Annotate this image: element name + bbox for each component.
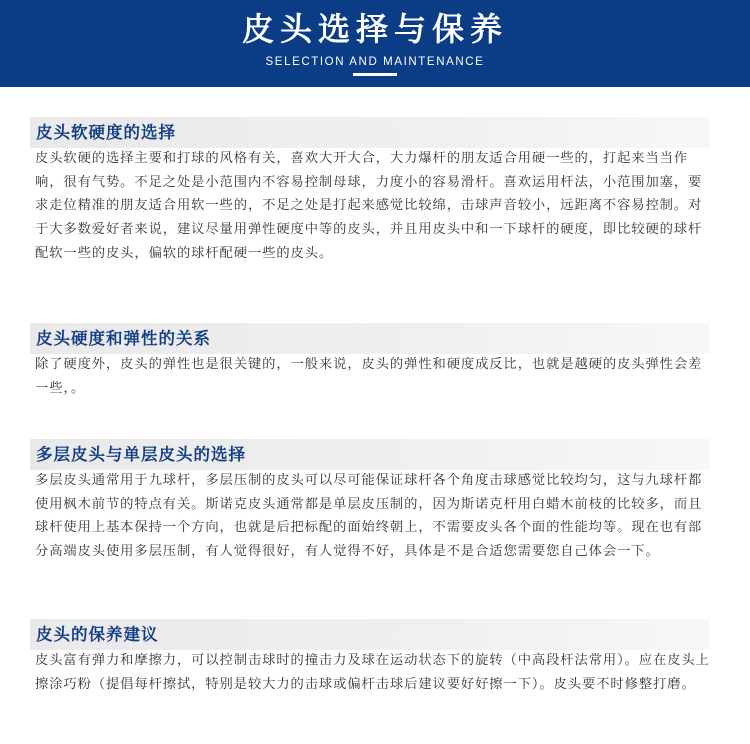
section-heading-bar <box>30 439 710 470</box>
section-title: 皮头的保养建议 <box>36 625 159 644</box>
section-title: 皮头硬度和弹性的关系 <box>36 329 211 348</box>
section-heading-bar <box>30 619 710 650</box>
section-title: 多层皮头与单层皮头的选择 <box>36 445 246 464</box>
section-title: 皮头软硬度的选择 <box>36 123 176 142</box>
page-title: 皮头选择与保养 <box>241 10 508 48</box>
section-body: 皮头软硬的选择主要和打球的风格有关，喜欢大开大合，大力爆杆的朋友适合用硬一些的，打起来当当作响，很有气势。不足之处是小范围内不容易控制母球，力度小的容易滑杆。喜欢运用杆法，小范围加塞，要求走位精准的朋友适合用软一些的，不足之处是打起来感觉比较绵，击球声音较小，远距离不容易控制。对于大多数爱好者来说，建议尽量用弹性硬度中等的皮头，并且用皮头中和一下球杆的硬度，即比较硬的球杆配软一些的皮头，偏软的球杆配硬一些的皮头。 <box>35 151 703 261</box>
page-subtitle: SELECTION AND MAINTENANCE <box>265 56 485 68</box>
section-body: 多层皮头通常用于九球杆，多层压制的皮头可以尽可能保证球杆各个角度击球感觉比较均匀，这与九球杆都使用枫木前节的特点有关。斯诺克皮头通常都是单层皮压制的，因为斯诺克杆用白蜡木前枝的比较多，而且球杆使用上基本保持一个方向，也就是后把标配的面始终朝上，不需要皮头各个面的性能均等。现在也有部分高端皮头使用多层压制，有人觉得很好，有人觉得不好，具体是不是合适您需要您自己体会一下。 <box>35 473 703 560</box>
title-underline <box>353 73 397 76</box>
section-heading-bar <box>30 323 710 354</box>
section-body: 皮头富有弹力和摩擦力，可以控制击球时的撞击力及球在运动状态下的旋转（中高段杆法常用）。应在皮头上擦涂巧粉（提倡每杆擦拭，特别是较大力的击球或偏杆击球后建议要好好擦一下）。皮头要不时修整打磨。 <box>35 653 710 692</box>
section-body: 除了硬度外，皮头的弹性也是很关键的，一般来说，皮头的弹性和硬度成反比，也就是越硬的皮头弹性会差一些，。 <box>35 357 703 396</box>
section-heading-bar <box>30 117 710 148</box>
header-banner <box>0 0 750 87</box>
